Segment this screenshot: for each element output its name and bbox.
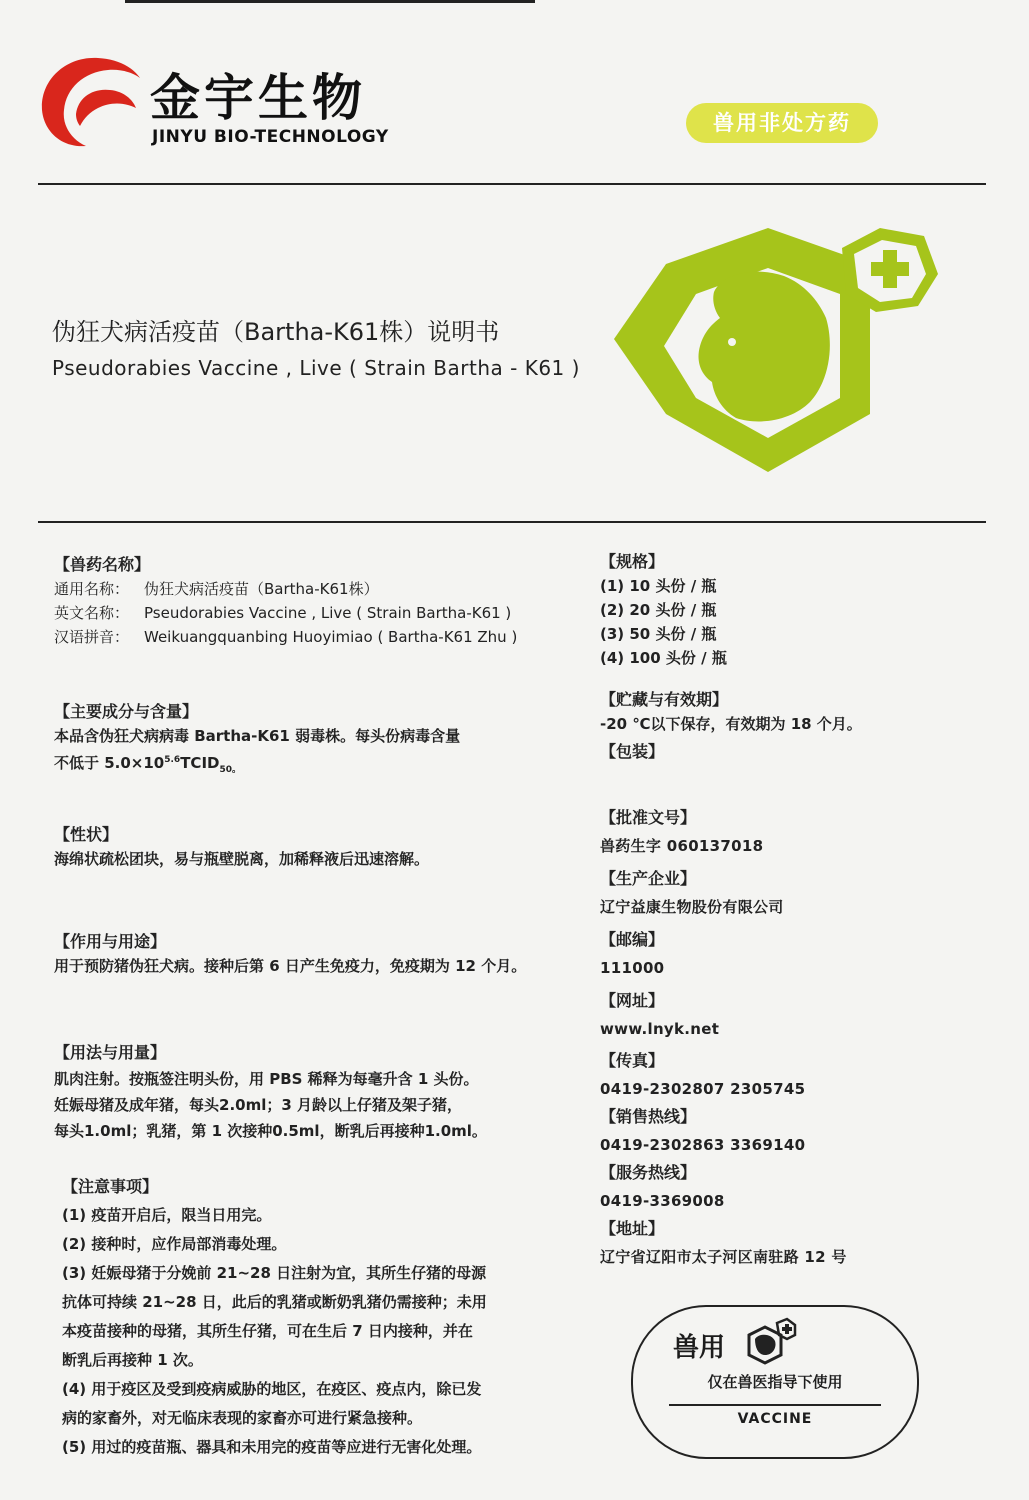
note-line: 断乳后再接种 1 次。 (62, 1351, 203, 1369)
spec-item: (3) 50 头份 / 瓶 (600, 625, 717, 643)
info-row (54, 577, 574, 601)
veterinary-use-stamp (631, 1305, 919, 1459)
section-heading: 【生产企业】 (600, 869, 697, 888)
dose-exponent: 5.6 (164, 755, 181, 765)
dosage-line: 肌肉注射。按瓶签注明头份，用 PBS 稀释为每毫升含 1 头份。 (54, 1070, 479, 1088)
note-line: 抗体可持续 21~28 日，此后的乳猪或断奶乳猪仍需接种；未用 (62, 1293, 487, 1311)
section-heading: 【批准文号】 (600, 808, 697, 827)
section-heading: 【销售热线】 (600, 1107, 697, 1126)
spec-item: (1) 10 头份 / 瓶 (600, 577, 717, 595)
contact-info (600, 804, 1000, 1271)
note-line: (5) 用过的疫苗瓶、器具和未用完的疫苗等应进行无害化处理。 (62, 1438, 482, 1456)
section-text: -20 ℃以下保存，有效期为 18 个月。 (600, 715, 862, 733)
note-line: (4) 用于疫区及受到疫病威胁的地区，在疫区、疫点内，除已发 (62, 1380, 482, 1398)
note-line: 病的家畜外，对无临床表现的家畜亦可进行紧急接种。 (62, 1409, 423, 1427)
dosage-line: 每头1.0ml；乳猪，第 1 次接种0.5ml，断乳后再接种1.0ml。 (54, 1122, 487, 1140)
section-heading: 【用法与用量】 (54, 1043, 167, 1062)
postcode-value: 111000 (600, 959, 665, 977)
section-text: 海绵状疏松团块，易与瓶壁脱离，加稀释液后迅速溶解。 (54, 850, 430, 868)
info-row (54, 625, 574, 649)
row-key: 通用名称： (54, 580, 130, 598)
address-value: 辽宁省辽阳市太子河区南驻路 12 号 (600, 1248, 847, 1266)
manufacturer-name: 辽宁益康生物股份有限公司 (600, 898, 784, 916)
brand-name-cn: 金宇生物 (150, 68, 366, 127)
section-heading: 【规格】 (600, 552, 665, 571)
stamp-divider (669, 1404, 881, 1406)
section-heading: 【地址】 (600, 1219, 665, 1238)
divider (38, 521, 986, 523)
section-heading: 【主要成分与含量】 (54, 702, 199, 721)
stamp-notice: 仅在兽医指导下使用 (707, 1373, 843, 1391)
spec-item: (2) 20 头份 / 瓶 (600, 601, 717, 619)
jinyu-swirl-logo-icon (36, 52, 148, 152)
note-line: (3) 妊娠母猪于分娩前 21~28 日注射为宜，其所生仔猪的母源 (62, 1264, 487, 1282)
ingredients-dose: 不低于 5.0×10 (54, 754, 165, 772)
section-heading: 【网址】 (600, 991, 665, 1010)
pig-hexagon-mini-icon (743, 1317, 799, 1365)
section-use (54, 930, 574, 978)
section-heading: 【性状】 (54, 825, 119, 844)
section-notes (62, 1172, 582, 1462)
row-value: Pseudorabies Vaccine , Live ( Strain Bartha-K61 ) (144, 604, 512, 622)
section-heading: 【邮编】 (600, 930, 665, 949)
document-title-en: Pseudorabies Vaccine , Live ( Strain Bartha - K61 ) (52, 356, 580, 380)
fax-value: 0419-2302807 2305745 (600, 1080, 806, 1098)
ingredients-line: 本品含伪狂犬病病毒 Bartha-K61 弱毒株。每头份病毒含量 (54, 727, 461, 745)
note-line: (2) 接种时，应作局部消毒处理。 (62, 1235, 287, 1253)
otc-badge: 兽用非处方药 (686, 103, 878, 143)
section-heading: 【注意事项】 (62, 1177, 159, 1196)
row-value: 伪狂犬病活疫苗（Bartha-K61株） (144, 580, 379, 598)
row-value: Weikuangquanbing Huoyimiao ( Bartha-K61 Zhu ) (144, 628, 518, 646)
section-spec (600, 550, 1000, 670)
section-heading: 【包装】 (600, 742, 665, 761)
section-text: 用于预防猪伪狂犬病。接种后第 6 日产生免疫力，免疫期为 12 个月。 (54, 957, 527, 975)
ingredients-line (54, 748, 574, 782)
note-line: 本疫苗接种的母猪，其所生仔猪，可在生后 7 日内接种，并在 (62, 1322, 473, 1340)
section-drug-name (54, 553, 574, 649)
dose-unit: TCID (180, 754, 220, 772)
spec-item: (4) 100 头份 / 瓶 (600, 649, 727, 667)
section-appearance (54, 823, 574, 871)
section-heading: 【贮藏与有效期】 (600, 690, 729, 709)
document-title-cn: 伪狂犬病活疫苗（Bartha-K61株）说明书 (52, 318, 500, 346)
section-heading: 【兽药名称】 (54, 555, 151, 574)
stamp-type: VACCINE (737, 1411, 813, 1427)
section-heading: 【作用与用途】 (54, 932, 167, 951)
section-ingredients (54, 700, 574, 782)
approval-number: 兽药生字 060137018 (600, 837, 764, 855)
brand-name-en: JINYU BIO-TECHNOLOGY (152, 127, 389, 147)
pig-hexagon-logo-icon (604, 214, 944, 484)
sales-hotline-value: 0419-2302863 3369140 (600, 1136, 806, 1154)
note-line: (1) 疫苗开启后，限当日用完。 (62, 1206, 272, 1224)
stamp-label: 兽用 (673, 1333, 726, 1363)
section-dosage (54, 1040, 574, 1144)
dose-unit-subscript: 50。 (219, 765, 242, 775)
row-key: 汉语拼音： (54, 628, 130, 646)
website-value: www.lnyk.net (600, 1020, 720, 1038)
row-key: 英文名称： (54, 604, 130, 622)
section-heading: 【传真】 (600, 1051, 665, 1070)
service-hotline-value: 0419-3369008 (600, 1192, 725, 1210)
info-row (54, 601, 574, 625)
section-storage (600, 688, 1000, 764)
dosage-line: 妊娠母猪及成年猪，每头2.0ml；3 月龄以上仔猪及架子猪， (54, 1096, 463, 1114)
divider (38, 183, 986, 185)
top-edge-line (125, 0, 535, 3)
section-heading: 【服务热线】 (600, 1163, 697, 1182)
